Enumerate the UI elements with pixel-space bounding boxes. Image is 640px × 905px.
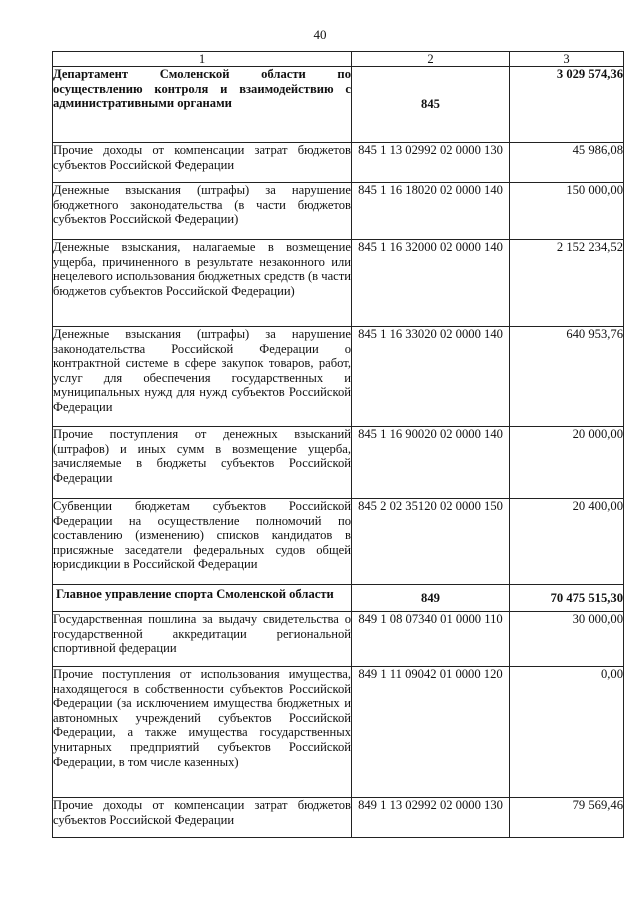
- row-code: 849 1 13 02992 02 0000 130: [352, 798, 510, 838]
- table-row-department-control: [53, 67, 624, 143]
- table-row: [53, 798, 624, 838]
- row-name: Денежные взыскания (штрафы) за нарушение законодательства Российской Федерации о контрактной системе в сфере закупок товаров, работ, услуг для обеспечения государственных и муниципальных нужд для нужд субъектов Российской Федерации: [53, 327, 352, 427]
- row-code: 849 1 08 07340 01 0000 110: [352, 612, 510, 667]
- table-row: [53, 183, 624, 240]
- table-row: [53, 327, 624, 427]
- revenue-table: [52, 51, 624, 838]
- row-name: Государственная пошлина за выдачу свидетельства о государственной аккредитации региональной спортивной федерации: [53, 612, 352, 667]
- row-code: 845 2 02 35120 02 0000 150: [352, 499, 510, 585]
- page-number: 40: [313, 27, 327, 42]
- row-code: 845: [352, 67, 510, 143]
- row-name: Денежные взыскания, налагаемые в возмещение ущерба, причиненного в результате незаконного или нецелевого использования бюджетных средств (в части бюджетов субъектов Российской Федерации): [53, 240, 352, 327]
- table-row: [53, 612, 624, 667]
- column-header-name: 1: [53, 52, 352, 67]
- row-code: 849: [352, 585, 510, 612]
- row-name: Субвенции бюджетам субъектов Российской Федерации на осуществление полномочий по составлению (изменению) списков кандидатов в присяжные заседатели федеральных судов общей юрисдикции в Российской Федерации: [53, 499, 352, 585]
- row-code: 845 1 16 18020 02 0000 140: [352, 183, 510, 240]
- row-amount: 79 569,46: [510, 798, 624, 838]
- row-amount: 2 152 234,52: [510, 240, 624, 327]
- row-name: Денежные взыскания (штрафы) за нарушение бюджетного законодательства (в части бюджетов субъектов Российской Федерации): [53, 183, 352, 240]
- row-name: Департамент Смоленской области по осуществлению контроля и взаимодействию с административными органами: [53, 67, 352, 143]
- column-header-amount: 3: [510, 52, 624, 67]
- row-amount: 0,00: [510, 667, 624, 798]
- row-code: 845 1 16 33020 02 0000 140: [352, 327, 510, 427]
- row-name: Прочие доходы от компенсации затрат бюджетов субъектов Российской Федерации: [53, 143, 352, 183]
- row-amount: 3 029 574,36: [510, 67, 624, 143]
- row-code: 845 1 16 90020 02 0000 140: [352, 427, 510, 499]
- table-row: [53, 427, 624, 499]
- table-row: [53, 240, 624, 327]
- table-header-row: [53, 52, 624, 67]
- row-name: Главное управление спорта Смоленской области: [53, 585, 352, 612]
- table-row: [53, 667, 624, 798]
- row-amount: 20 000,00: [510, 427, 624, 499]
- row-code: 845 1 16 32000 02 0000 140: [352, 240, 510, 327]
- row-amount: 640 953,76: [510, 327, 624, 427]
- row-amount: 150 000,00: [510, 183, 624, 240]
- row-name: Прочие доходы от компенсации затрат бюджетов субъектов Российской Федерации: [53, 798, 352, 838]
- row-amount: 30 000,00: [510, 612, 624, 667]
- row-code: 845 1 13 02992 02 0000 130: [352, 143, 510, 183]
- row-name: Прочие поступления от денежных взысканий (штрафов) и иных сумм в возмещение ущерба, зачисляемые в бюджеты субъектов Российской Федерации: [53, 427, 352, 499]
- row-code: 849 1 11 09042 01 0000 120: [352, 667, 510, 798]
- row-amount: 45 986,08: [510, 143, 624, 183]
- row-name: Прочие поступления от использования имущества, находящегося в собственности субъектов Российской Федерации (за исключением имущества бюджетных и автономных учреждений субъектов Российской Федерации, а также имущества государственных унитарных предприятий субъектов Российской Федерации, в том числе казенных): [53, 667, 352, 798]
- table-row: [53, 143, 624, 183]
- table-row-sport-department: [53, 585, 624, 612]
- row-amount: 20 400,00: [510, 499, 624, 585]
- column-header-code: 2: [352, 52, 510, 67]
- table-row: [53, 499, 624, 585]
- row-amount: 70 475 515,30: [510, 585, 624, 612]
